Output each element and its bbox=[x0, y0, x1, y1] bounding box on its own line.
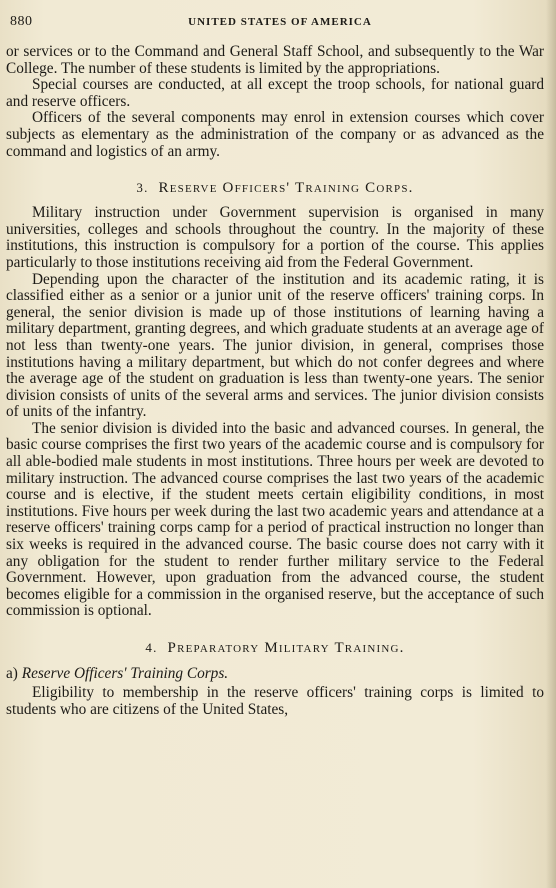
subsection-a-paragraph: Eligibility to membership in the reserve officers' training corps is limited to students who are citizens of the United States, bbox=[6, 684, 544, 718]
section-4-number: 4. bbox=[145, 640, 158, 655]
page-edge-shadow bbox=[546, 0, 556, 888]
paragraph-continuation: or services or to the Command and General Staff School, and subsequently to the War College. The number of these students is limited by the appropriations. bbox=[6, 43, 544, 77]
page-body bbox=[6, 44, 544, 718]
section-3-number: 3. bbox=[136, 180, 149, 196]
subsection-a-title: Reserve Officers' Training Corps. bbox=[21, 665, 229, 682]
section-3-paragraph-2: Depending upon the character of the institution and its academic rating, it is classified either as a senior or a junior unit of the reserve officers' training corps. In general, the senior division is made up of those institutions of learning having a military department, granting degrees, and which graduate students at an average age of not less than twenty-one years. The junior division, in general, comprises those institutions having a military department, but which do not confer degrees and where the average age of the student on graduation is less than twenty-one years. The senior division consists of units of the several arms and services. The junior division consists of units of the infantry. bbox=[6, 270, 544, 421]
section-3-title: Reserve Officers' Training Corps. bbox=[158, 180, 414, 197]
section-3-paragraph-3: The senior division is divided into the basic and advanced courses. In general, the basic course comprises the first two years of the academic course and is compulsory for all able-bodied male students in most institutions. Three hours per week are devoted to military instruction. The advanced course comprises the last two years of the academic course and is elective, if the student meets certain eligibility conditions, in most institutions. Five hours per week during the last two academic years and attendance at a reserve officers' training corps camp for a period of practical instruction no longer than six weeks is required in the advanced course. The basic course does not carry with it any obligation for the student to render further military service to the Federal Government. However, upon graduation from the advanced course, the student becomes eligible for a commission in the organised reserve, but the acceptance of such commission is optional. bbox=[6, 419, 544, 620]
section-4-heading bbox=[6, 640, 544, 657]
section-3-heading bbox=[6, 180, 544, 197]
paragraph-special-courses: Special courses are conducted, at all except the troop schools, for national guard and reserve officers. bbox=[6, 76, 544, 110]
page-header bbox=[10, 14, 550, 34]
subsection-a-heading bbox=[6, 665, 544, 682]
section-4-title: Preparatory Military Training. bbox=[167, 640, 405, 656]
section-3-paragraph-1: Military instruction under Government supervision is organised in many universities, colleges and schools throughout the country. In the majority of these institutions, this instruction is compulsory for a portion of the course. This applies particularly to those institutions receiving aid from the Federal Government. bbox=[6, 204, 544, 271]
paragraph-extension-courses: Officers of the several components may enrol in extension courses which cover subjects as elementary as the administration of the company or as advanced as the command and logistics of an army. bbox=[6, 109, 544, 160]
page-number: 880 bbox=[10, 14, 33, 29]
subsection-a-marker: a) bbox=[6, 665, 18, 682]
running-head: UNITED STATES OF AMERICA bbox=[188, 16, 372, 28]
